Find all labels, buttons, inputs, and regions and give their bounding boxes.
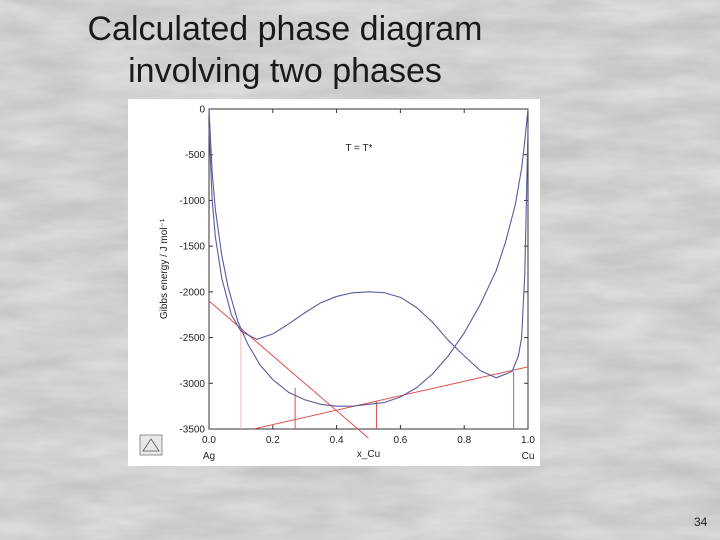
x-tick-label: 1.0	[521, 435, 535, 446]
x-end-label-ag: Ag	[202, 451, 216, 462]
slide-title-line2: involving two phases	[128, 52, 442, 90]
y-tick-label: 0	[199, 104, 205, 116]
x-axis-label: x_Cu	[356, 449, 381, 460]
plot-frame	[209, 109, 528, 429]
x-tick-label: 0.6	[393, 435, 408, 446]
gibbs-curve-1	[209, 127, 528, 378]
gibbs-energy-chart	[128, 99, 540, 466]
x-tick-label: 0.2	[265, 435, 280, 446]
x-tick-label: 0.0	[202, 435, 216, 446]
y-tick-label: -500	[184, 150, 205, 162]
x-end-label-cu: Cu	[521, 451, 535, 462]
temperature-annotation: T = T*	[345, 143, 373, 155]
gibbs-energy-chart-panel	[128, 99, 540, 466]
page-number: 34	[694, 515, 708, 529]
x-tick-label: 0.8	[457, 435, 472, 446]
slide-title	[30, 8, 540, 92]
y-tick-label: -3500	[179, 424, 205, 436]
y-tick-label: -1000	[179, 195, 205, 207]
y-tick-label: -1500	[179, 241, 205, 253]
y-tick-label: -2500	[179, 333, 205, 345]
slide-title-line1: Calculated phase diagram	[87, 10, 483, 48]
y-axis-label: Gibbs energy / J mol⁻¹	[159, 218, 170, 320]
x-tick-label: 0.4	[329, 435, 344, 446]
y-tick-label: -3000	[179, 378, 205, 390]
software-logo	[140, 435, 162, 455]
y-tick-label: -2000	[179, 287, 205, 299]
